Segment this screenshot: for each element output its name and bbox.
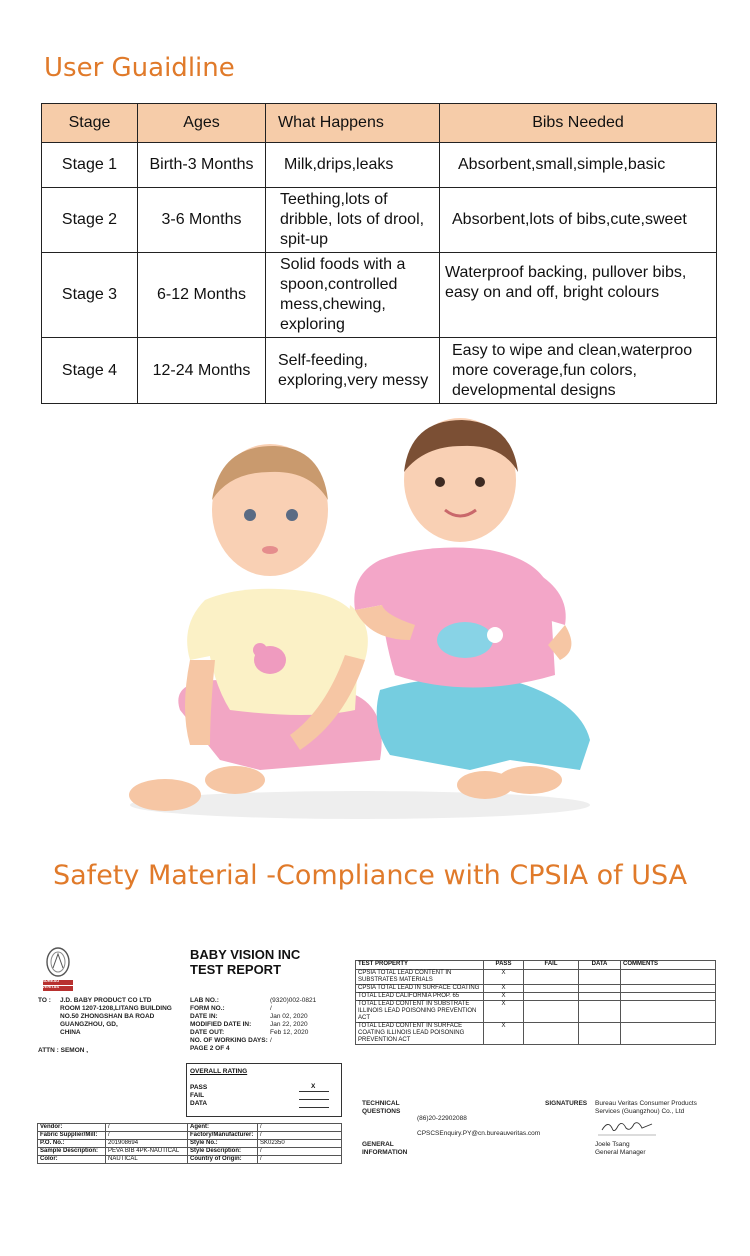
lab-field-key: MODIFIED DATE IN: <box>190 1021 252 1028</box>
lab-field-value: / <box>270 1037 272 1044</box>
vendor-value: / <box>258 1148 342 1156</box>
table-row <box>356 1001 716 1023</box>
ages-cell: 3-6 Months <box>138 188 266 253</box>
table-row <box>42 143 717 188</box>
header-data: DATA <box>579 961 621 970</box>
stage-cell: Stage 3 <box>42 253 138 338</box>
table-row <box>356 970 716 985</box>
lab-field-key: DATE OUT: <box>190 1029 225 1036</box>
header-what-happens: What Happens <box>266 104 440 143</box>
lab-field-value: Jan 02, 2020 <box>270 1013 308 1020</box>
signer-title: General Manager <box>595 1149 646 1156</box>
report-company: BABY VISION INC <box>190 947 301 962</box>
stage-cell: Stage 4 <box>42 338 138 404</box>
user-guideline-title: User Guaidline <box>44 53 235 83</box>
property-pass: X <box>484 1001 524 1023</box>
bibs-needed-cell: Easy to wipe and clean,waterproo more coverage,fun colors, developmental designs <box>440 338 717 404</box>
lab-field-key: FORM NO.: <box>190 1005 225 1012</box>
signatures-label: SIGNATURES <box>545 1100 588 1107</box>
general-information-label: GENERAL INFORMATION <box>362 1141 408 1156</box>
signer-company: Services (Guangzhou) Co., Ltd <box>595 1108 685 1115</box>
lab-field-key: PAGE 2 OF 4 <box>190 1045 230 1052</box>
bibs-needed-cell: Absorbent,small,simple,basic <box>440 143 717 188</box>
vendor-value: / <box>258 1124 342 1132</box>
lab-field-key: DATE IN: <box>190 1013 218 1020</box>
bibs-needed-cell: Absorbent,lots of bibs,cute,sweet <box>440 188 717 253</box>
to-line: NO.50 ZHONGSHAN BA ROAD <box>60 1013 155 1020</box>
vendor-table <box>37 1123 342 1164</box>
rating-line <box>299 1099 329 1100</box>
logo-text-bureau: BUREAU <box>42 978 60 983</box>
property-pass: X <box>484 970 524 985</box>
vendor-key: Agent: <box>188 1124 258 1132</box>
handwritten-signature <box>598 1116 658 1138</box>
vendor-key: Vendor: <box>38 1124 106 1132</box>
to-line: J.D. BABY PRODUCT CO LTD <box>60 997 152 1004</box>
attn-line: ATTN : SEMON , <box>38 1047 89 1054</box>
lab-field-key: LAB NO.: <box>190 997 219 1004</box>
property-pass: X <box>484 985 524 993</box>
user-guideline-table <box>41 103 717 404</box>
overall-rating-box <box>186 1063 342 1117</box>
property-name: CPSIA TOTAL LEAD CONTENT IN SUBSTRATES MATERIALS <box>356 970 484 985</box>
table-row <box>38 1124 342 1132</box>
what-happens-cell: Milk,drips,leaks <box>266 143 440 188</box>
test-property-table <box>355 960 716 1045</box>
to-line: CHINA <box>60 1029 81 1036</box>
vendor-value: 201908694 <box>106 1140 188 1148</box>
table-row <box>38 1132 342 1140</box>
contact-phone: (86)20-22902088 <box>417 1115 467 1122</box>
property-pass: X <box>484 1023 524 1045</box>
vendor-value: PEVA BIB 4PK-NAUTICAL <box>106 1148 188 1156</box>
table-row <box>42 253 717 338</box>
header-test-property: TEST PROPERTY <box>356 961 484 970</box>
lab-field-value: Feb 12, 2020 <box>270 1029 309 1036</box>
what-happens-cell: Teething,lots of dribble, lots of drool, spit-up <box>266 188 440 253</box>
vendor-key: Country of Origin: <box>188 1156 258 1164</box>
rating-line <box>299 1091 329 1092</box>
rating-pass-mark: X <box>311 1083 316 1090</box>
safety-material-title: Safety Material -Compliance with CPSIA of USA <box>53 860 688 891</box>
vendor-key: Sample Description: <box>38 1148 106 1156</box>
vendor-key: P.O. No.: <box>38 1140 106 1148</box>
technical-questions-label: TECHNICAL QUESTIONS <box>362 1100 401 1115</box>
vendor-value: SK02350 <box>258 1140 342 1148</box>
header-ages: Ages <box>138 104 266 143</box>
rating-fail: FAIL <box>190 1092 205 1099</box>
table-row <box>38 1140 342 1148</box>
vendor-key: Color: <box>38 1156 106 1164</box>
what-happens-cell: Solid foods with a spoon,controlled mess,chewing, exploring <box>266 253 440 338</box>
signer-name: Joele Tsang <box>595 1141 630 1148</box>
header-stage: Stage <box>42 104 138 143</box>
to-label: TO : <box>38 997 51 1004</box>
table-row <box>356 993 716 1001</box>
what-happens-cell: Self-feeding, exploring,very messy <box>266 338 440 404</box>
signer-company: Bureau Veritas Consumer Products <box>595 1100 697 1107</box>
report-title: TEST REPORT <box>190 962 282 977</box>
vendor-value: / <box>106 1132 188 1140</box>
ages-cell: 6-12 Months <box>138 253 266 338</box>
header-fail: FAIL <box>524 961 579 970</box>
vendor-value: NAUTICAL <box>106 1156 188 1164</box>
table-row <box>356 985 716 993</box>
header-bibs-needed: Bibs Needed <box>440 104 717 143</box>
lab-field-value: (9320)002-0821 <box>270 997 317 1004</box>
to-line: ROOM 1207-1208,LITANG BUILDING <box>60 1005 172 1012</box>
header-pass: PASS <box>484 961 524 970</box>
property-name: CPSIA TOTAL LEAD IN SURFACE COATING <box>356 985 484 993</box>
overall-rating-heading: OVERALL RATING <box>190 1068 248 1075</box>
vendor-value: / <box>106 1124 188 1132</box>
rating-line <box>299 1107 329 1108</box>
vendor-key: Fabric Supplier/Mill: <box>38 1132 106 1140</box>
property-name: TOTAL LEAD CALIFORNIA PROP. 65 <box>356 993 484 1001</box>
babies-photo <box>110 410 630 830</box>
table-header-row <box>356 961 716 970</box>
table-row <box>38 1156 342 1164</box>
contact-email: CPSCSEnquiry.PY@cn.bureauveritas.com <box>417 1130 541 1137</box>
rating-pass: PASS <box>190 1084 208 1091</box>
table-header-row <box>42 104 717 143</box>
ages-cell: 12-24 Months <box>138 338 266 404</box>
ages-cell: Birth-3 Months <box>138 143 266 188</box>
to-line: GUANGZHOU, GD, <box>60 1021 118 1028</box>
header-comments: COMMENTS <box>621 961 716 970</box>
table-row <box>38 1148 342 1156</box>
vendor-key: Style No.: <box>188 1140 258 1148</box>
lab-field-key: NO. OF WORKING DAYS: <box>190 1037 268 1044</box>
vendor-key: Factory/Manufacturer: <box>188 1132 258 1140</box>
bibs-needed-cell: Waterproof backing, pullover bibs, easy on and off, bright colours <box>440 253 717 338</box>
table-row <box>42 338 717 404</box>
vendor-value: / <box>258 1156 342 1164</box>
stage-cell: Stage 1 <box>42 143 138 188</box>
lab-fields <box>190 997 316 1053</box>
to-address <box>60 997 172 1037</box>
rating-data: DATA <box>190 1100 208 1107</box>
logo-text-veritas: VERITAS <box>42 984 60 989</box>
vendor-value: / <box>258 1132 342 1140</box>
table-row <box>42 188 717 253</box>
lab-field-value: Jan 22, 2020 <box>270 1021 308 1028</box>
property-pass: X <box>484 993 524 1001</box>
table-row <box>356 1023 716 1045</box>
lab-field-value: / <box>270 1005 272 1012</box>
property-name: TOTAL LEAD CONTENT IN SURFACE COATING ILLINOIS LEAD POISONING PREVENTION ACT <box>356 1023 484 1045</box>
stage-cell: Stage 2 <box>42 188 138 253</box>
property-name: TOTAL LEAD CONTENT IN SUBSTRATE ILLINOIS LEAD POISONING PREVENTION ACT <box>356 1001 484 1023</box>
vendor-key: Style Description: <box>188 1148 258 1156</box>
